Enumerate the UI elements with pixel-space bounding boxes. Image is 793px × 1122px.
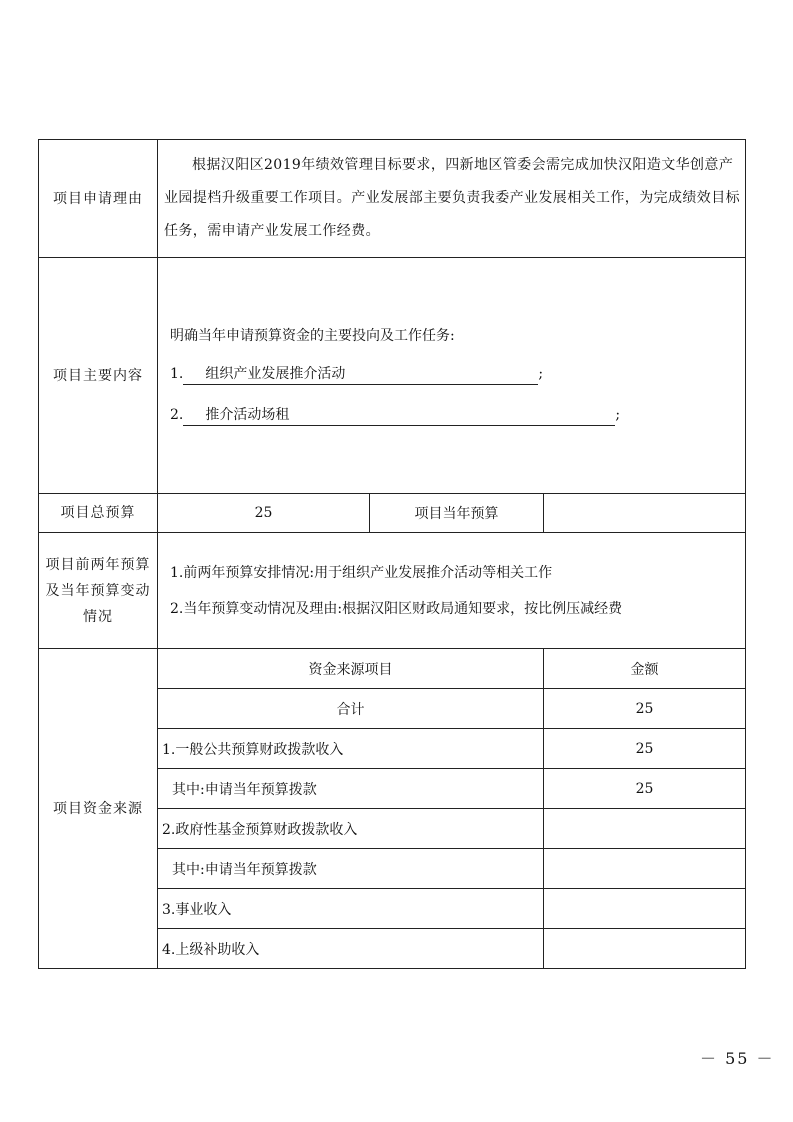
total-budget-label: 项目总预算 bbox=[39, 494, 158, 533]
changes-label: 项目前两年预算及当年预算变动情况 bbox=[39, 533, 158, 649]
changes-cell bbox=[158, 533, 746, 649]
content-item-1-num: 1. bbox=[170, 365, 184, 382]
funding-row-item: 3.事业收入 bbox=[158, 889, 544, 929]
current-budget-label: 项目当年预算 bbox=[370, 494, 544, 533]
reason-text: 根据汉阳区2019年绩效管理目标要求，四新地区管委会需完成加快汉阳造文华创意产业园提档升级重要工作项目。产业发展部主要负责我委产业发展相关工作，为完成绩效目标任务，需申请产业发展工作经费。 bbox=[158, 140, 746, 258]
funding-row-amount: 25 bbox=[544, 729, 746, 769]
funding-header-item: 资金来源项目 bbox=[158, 649, 544, 689]
total-budget-value: 25 bbox=[158, 494, 370, 533]
funding-row-amount bbox=[544, 849, 746, 889]
funding-row-item: 2.政府性基金预算财政拨款收入 bbox=[158, 809, 544, 849]
changes-row bbox=[39, 533, 746, 649]
funding-header-amount: 金额 bbox=[544, 649, 746, 689]
funding-row-item: 其中:申请当年预算拨款 bbox=[158, 849, 544, 889]
current-budget-value bbox=[544, 494, 746, 533]
content-item-1-end: ; bbox=[538, 365, 544, 382]
content-row bbox=[39, 258, 746, 494]
funding-label: 项目资金来源 bbox=[39, 649, 158, 969]
content-intro: 明确当年申请预算资金的主要投向及工作任务: bbox=[170, 327, 455, 344]
budget-row bbox=[39, 494, 746, 533]
content-item-2-num: 2. bbox=[170, 406, 184, 423]
funding-row-item: 其中:申请当年预算拨款 bbox=[158, 769, 544, 809]
funding-row-amount bbox=[544, 809, 746, 849]
funding-row-amount: 25 bbox=[544, 769, 746, 809]
page-number: － 55 － bbox=[700, 1049, 775, 1068]
content-item-2-end: ; bbox=[615, 406, 621, 423]
content-cell bbox=[158, 258, 746, 494]
content-item-1-text: 组织产业发展推介活动 bbox=[183, 364, 538, 385]
funding-row-amount bbox=[544, 929, 746, 969]
content-label: 项目主要内容 bbox=[39, 258, 158, 494]
funding-row-item: 合计 bbox=[158, 689, 544, 729]
funding-row-item: 1.一般公共预算财政拨款收入 bbox=[158, 729, 544, 769]
reason-label: 项目申请理由 bbox=[39, 140, 158, 258]
content-item-2-text: 推介活动场租 bbox=[183, 405, 615, 426]
content-item-2 bbox=[170, 405, 733, 426]
funding-row-amount bbox=[544, 889, 746, 929]
reason-row bbox=[39, 140, 746, 258]
changes-line-2: 2.当年预算变动情况及理由:根据汉阳区财政局通知要求，按比例压减经费 bbox=[170, 600, 623, 617]
funding-header-row bbox=[39, 649, 746, 689]
funding-row-amount: 25 bbox=[544, 689, 746, 729]
budget-application-table bbox=[38, 139, 746, 969]
funding-row-item: 4.上级补助收入 bbox=[158, 929, 544, 969]
changes-line-1: 1.前两年预算安排情况:用于组织产业发展推介活动等相关工作 bbox=[170, 564, 553, 581]
content-item-1 bbox=[170, 364, 733, 385]
